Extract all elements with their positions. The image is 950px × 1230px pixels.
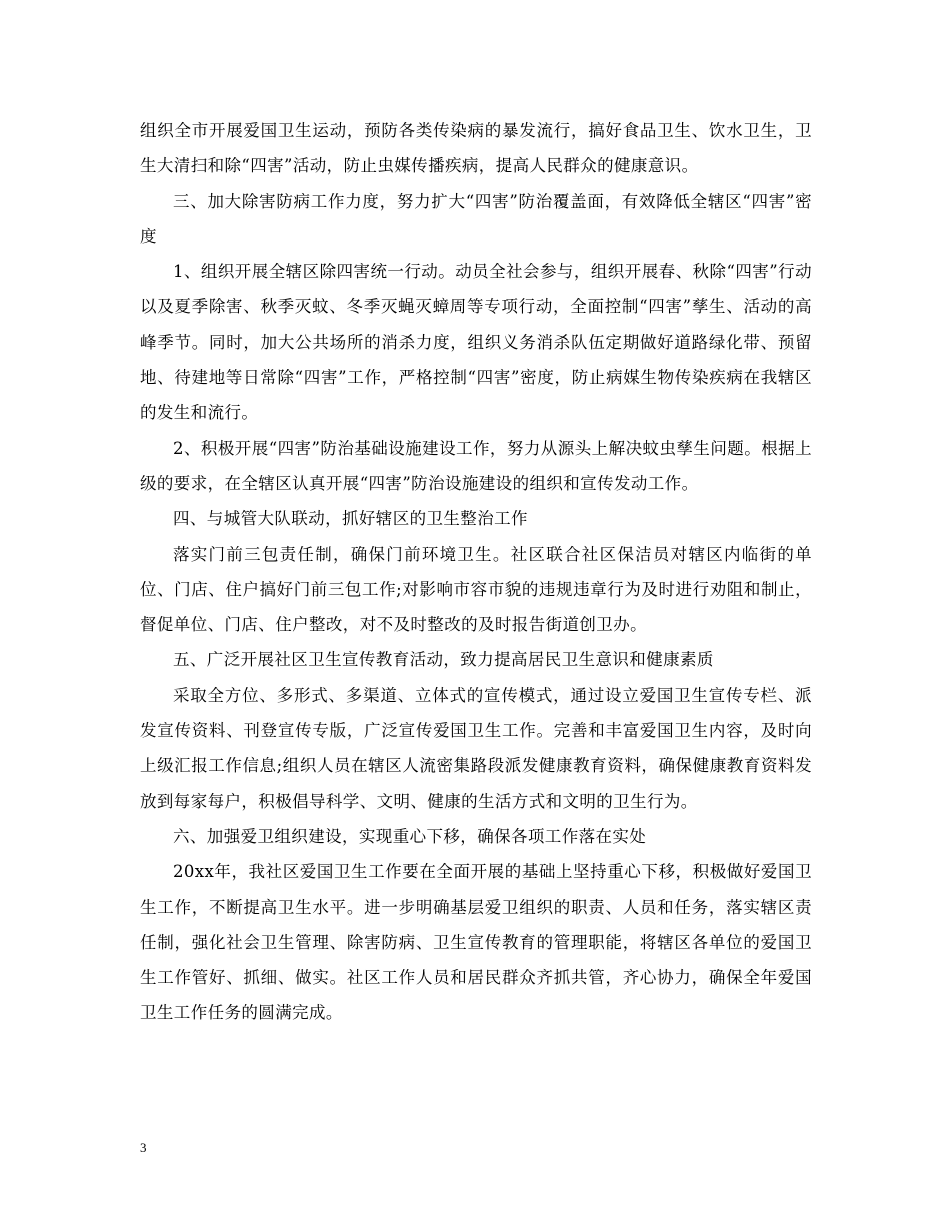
paragraph-item-2: 2、积极开展“四害”防治基础设施建设工作，努力从源头上解决蚊虫孳生问题。根据上级的要求，在全辖区认真开展“四害”防治设施建设的组织和宣传发动工作。 [140,438,812,493]
paragraph-item-1: 1、组织开展全辖区除四害统一行动。动员全社会参与，组织开展春、秋除“四害”行动以及夏季除害、秋季灭蚊、冬季灭蝇灭蟑周等专项行动，全面控制“四害”孳生、活动的高峰季节。同时，加大公共场所的消杀力度，组织义务消杀队伍定期做好道路绿化带、预留地、待建地等日常除“四害”工作，严格控制“四害”密度，防止病媒生物传染疾病在我辖区的发生和流行。 [140,262,812,423]
paragraph-section-4: 落实门前三包责任制，确保门前环境卫生。社区联合社区保洁员对辖区内临街的单位、门店、住户搞好门前三包工作;对影响市容市貌的违规违章行为及时进行劝阻和制止，督促单位、门店、住户整改，对不及时整改的及时报告街道创卫办。 [140,544,812,635]
section-heading-4: 四、与城管大队联动，抓好辖区的卫生整治工作 [173,509,528,529]
document-body [140,113,812,1031]
page-number: 3 [140,1140,147,1155]
section-heading-6: 六、加强爱卫组织建设，实现重心下移，确保各项工作落在实处 [173,826,647,846]
paragraph-continuation: 组织全市开展爱国卫生运动，预防各类传染病的暴发流行，搞好食品卫生、饮水卫生，卫生大清扫和除“四害”活动，防止虫媒传播疾病，提高人民群众的健康意识。 [140,121,812,176]
paragraph-section-6: 20xx年，我社区爱国卫生工作要在全面开展的基础上坚持重心下移，积极做好爱国卫生工作，不断提高卫生水平。进一步明确基层爱卫组织的职责、人员和任务，落实辖区责任制，强化社会卫生管理、除害防病、卫生宣传教育的管理职能，将辖区各单位的爱国卫生工作管好、抓细、做实。社区工作人员和居民群众齐抓共管，齐心协力，确保全年爱国卫生工作任务的圆满完成。 [140,862,812,1023]
section-heading-5: 五、广泛开展社区卫生宣传教育活动，致力提高居民卫生意识和健康素质 [173,650,714,670]
paragraph-section-5: 采取全方位、多形式、多渠道、立体式的宣传模式，通过设立爱国卫生宣传专栏、派发宣传资料、刊登宣传专版，广泛宣传爱国卫生工作。完善和丰富爱国卫生内容，及时向上级汇报工作信息;组织人员在辖区人流密集路段派发健康教育资料，确保健康教育资料发放到每家每户，积极倡导科学、文明、健康的生活方式和文明的卫生行为。 [140,685,812,811]
section-heading-3: 三、加大除害防病工作力度，努力扩大“四害”防治覆盖面，有效降低全辖区“四害”密度 [140,191,812,246]
